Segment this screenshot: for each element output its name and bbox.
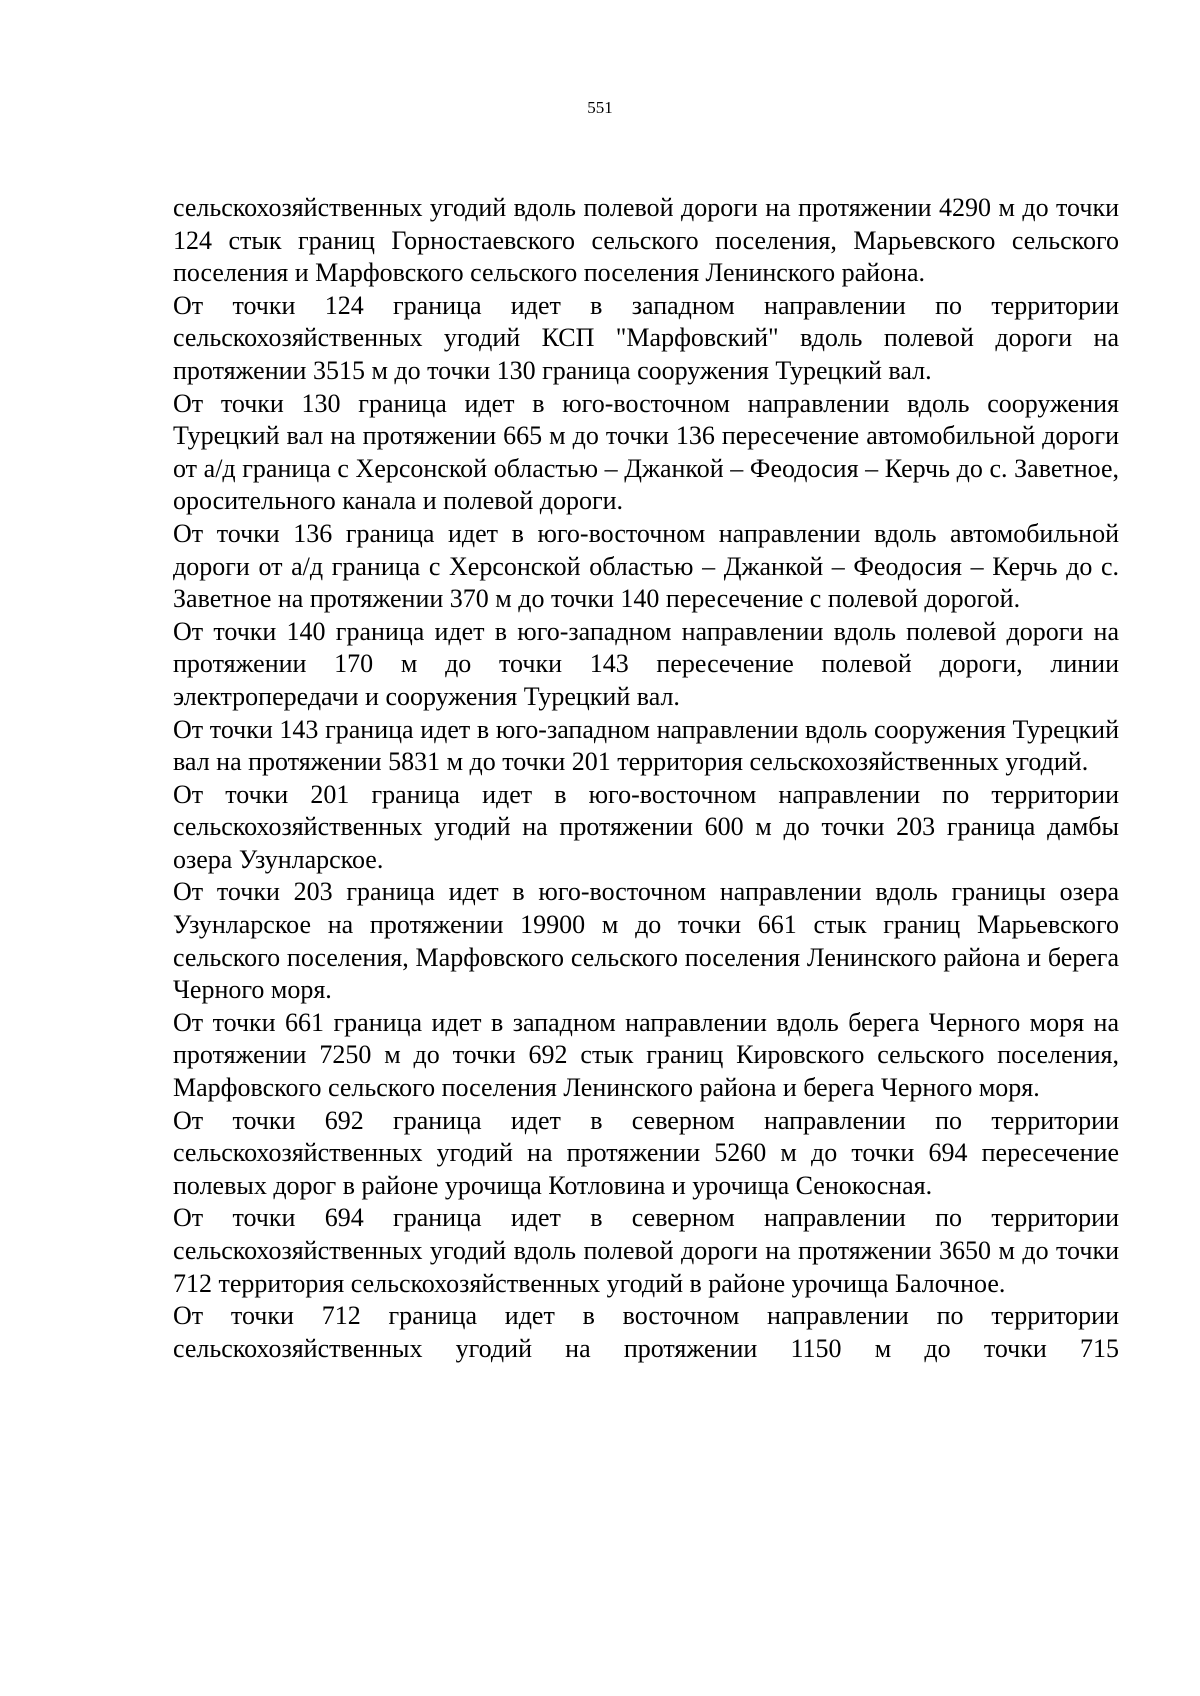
paragraph-8: От точки 203 граница идет в юго-восточном направлении вдоль границы озера Узунларское на протяжении 19900 м до точки 661 стык границ Марьевского сельского поселения, Марфовского сельского поселения Ленинского района и берега Черного моря. [173,877,1119,1005]
paragraph-1: сельскохозяйственных угодий вдоль полевой дороги на протяжении 4290 м до точки 124 стык границ Горностаевского сельского поселения, Марьевского сельского поселения и Марфовского сельского поселения Ленинского района. [173,193,1119,288]
paragraph-5: От точки 140 граница идет в юго-западном направлении вдоль полевой дороги на протяжении 170 м до точки 143 пересечение полевой дороги, линии электропередачи и сооружения Турецкий вал. [173,616,1119,711]
paragraph-6: От точки 143 граница идет в юго-западном направлении вдоль сооружения Турецкий вал на протяжении 5831 м до точки 201 территория сельскохозяйственных угодий. [173,714,1119,777]
paragraph-4: От точки 136 граница идет в юго-восточном направлении вдоль автомобильной дороги от а/д граница с Херсонской областью – Джанкой – Феодосия – Керчь до с. Заветное на протяжении 370 м до точки 140 пересечение с полевой дорогой. [173,518,1119,614]
paragraph-12: От точки 712 граница идет в восточном направлении по территории сельскохозяйственных угодий на протяжении 1150 м до точки 715 [173,1301,1119,1363]
paragraph-3: От точки 130 граница идет в юго-восточном направлении вдоль сооружения Турецкий вал на протяжении 665 м до точки 136 пересечение автомобильной дороги от а/д граница с Херсонской областью – Джанкой – Феодосия – Керчь до с. Заветное, оросительного канала и полевой дороги. [173,388,1119,516]
paragraph-9: От точки 661 граница идет в западном направлении вдоль берега Черного моря на протяжении 7250 м до точки 692 стык границ Кировского сельского поселения, Марфовского сельского поселения Ленинского района и берега Черного моря. [173,1007,1119,1103]
paragraph-7: От точки 201 граница идет в юго-восточном направлении по территории сельскохозяйственных угодий на протяжении 600 м до точки 203 граница дамбы озера Узунларское. [173,779,1119,874]
paragraph-11: От точки 694 граница идет в северном направлении по территории сельскохозяйственных угодий вдоль полевой дороги на протяжении 3650 м до точки 712 территория сельскохозяйственных угодий в районе урочища Балочное. [173,1203,1119,1298]
page-number: 551 [587,98,613,117]
paragraph-10: От точки 692 граница идет в северном направлении по территории сельскохозяйственных угодий на протяжении 5260 м до точки 694 пересечение полевых дорог в районе урочища Котловина и урочища Сенокосная. [173,1105,1119,1200]
paragraph-2: От точки 124 граница идет в западном направлении по территории сельскохозяйственных угодий КСП "Марфовский" вдоль полевой дороги на протяжении 3515 м до точки 130 граница сооружения Турецкий вал. [173,290,1119,385]
document-body [173,192,1119,1365]
